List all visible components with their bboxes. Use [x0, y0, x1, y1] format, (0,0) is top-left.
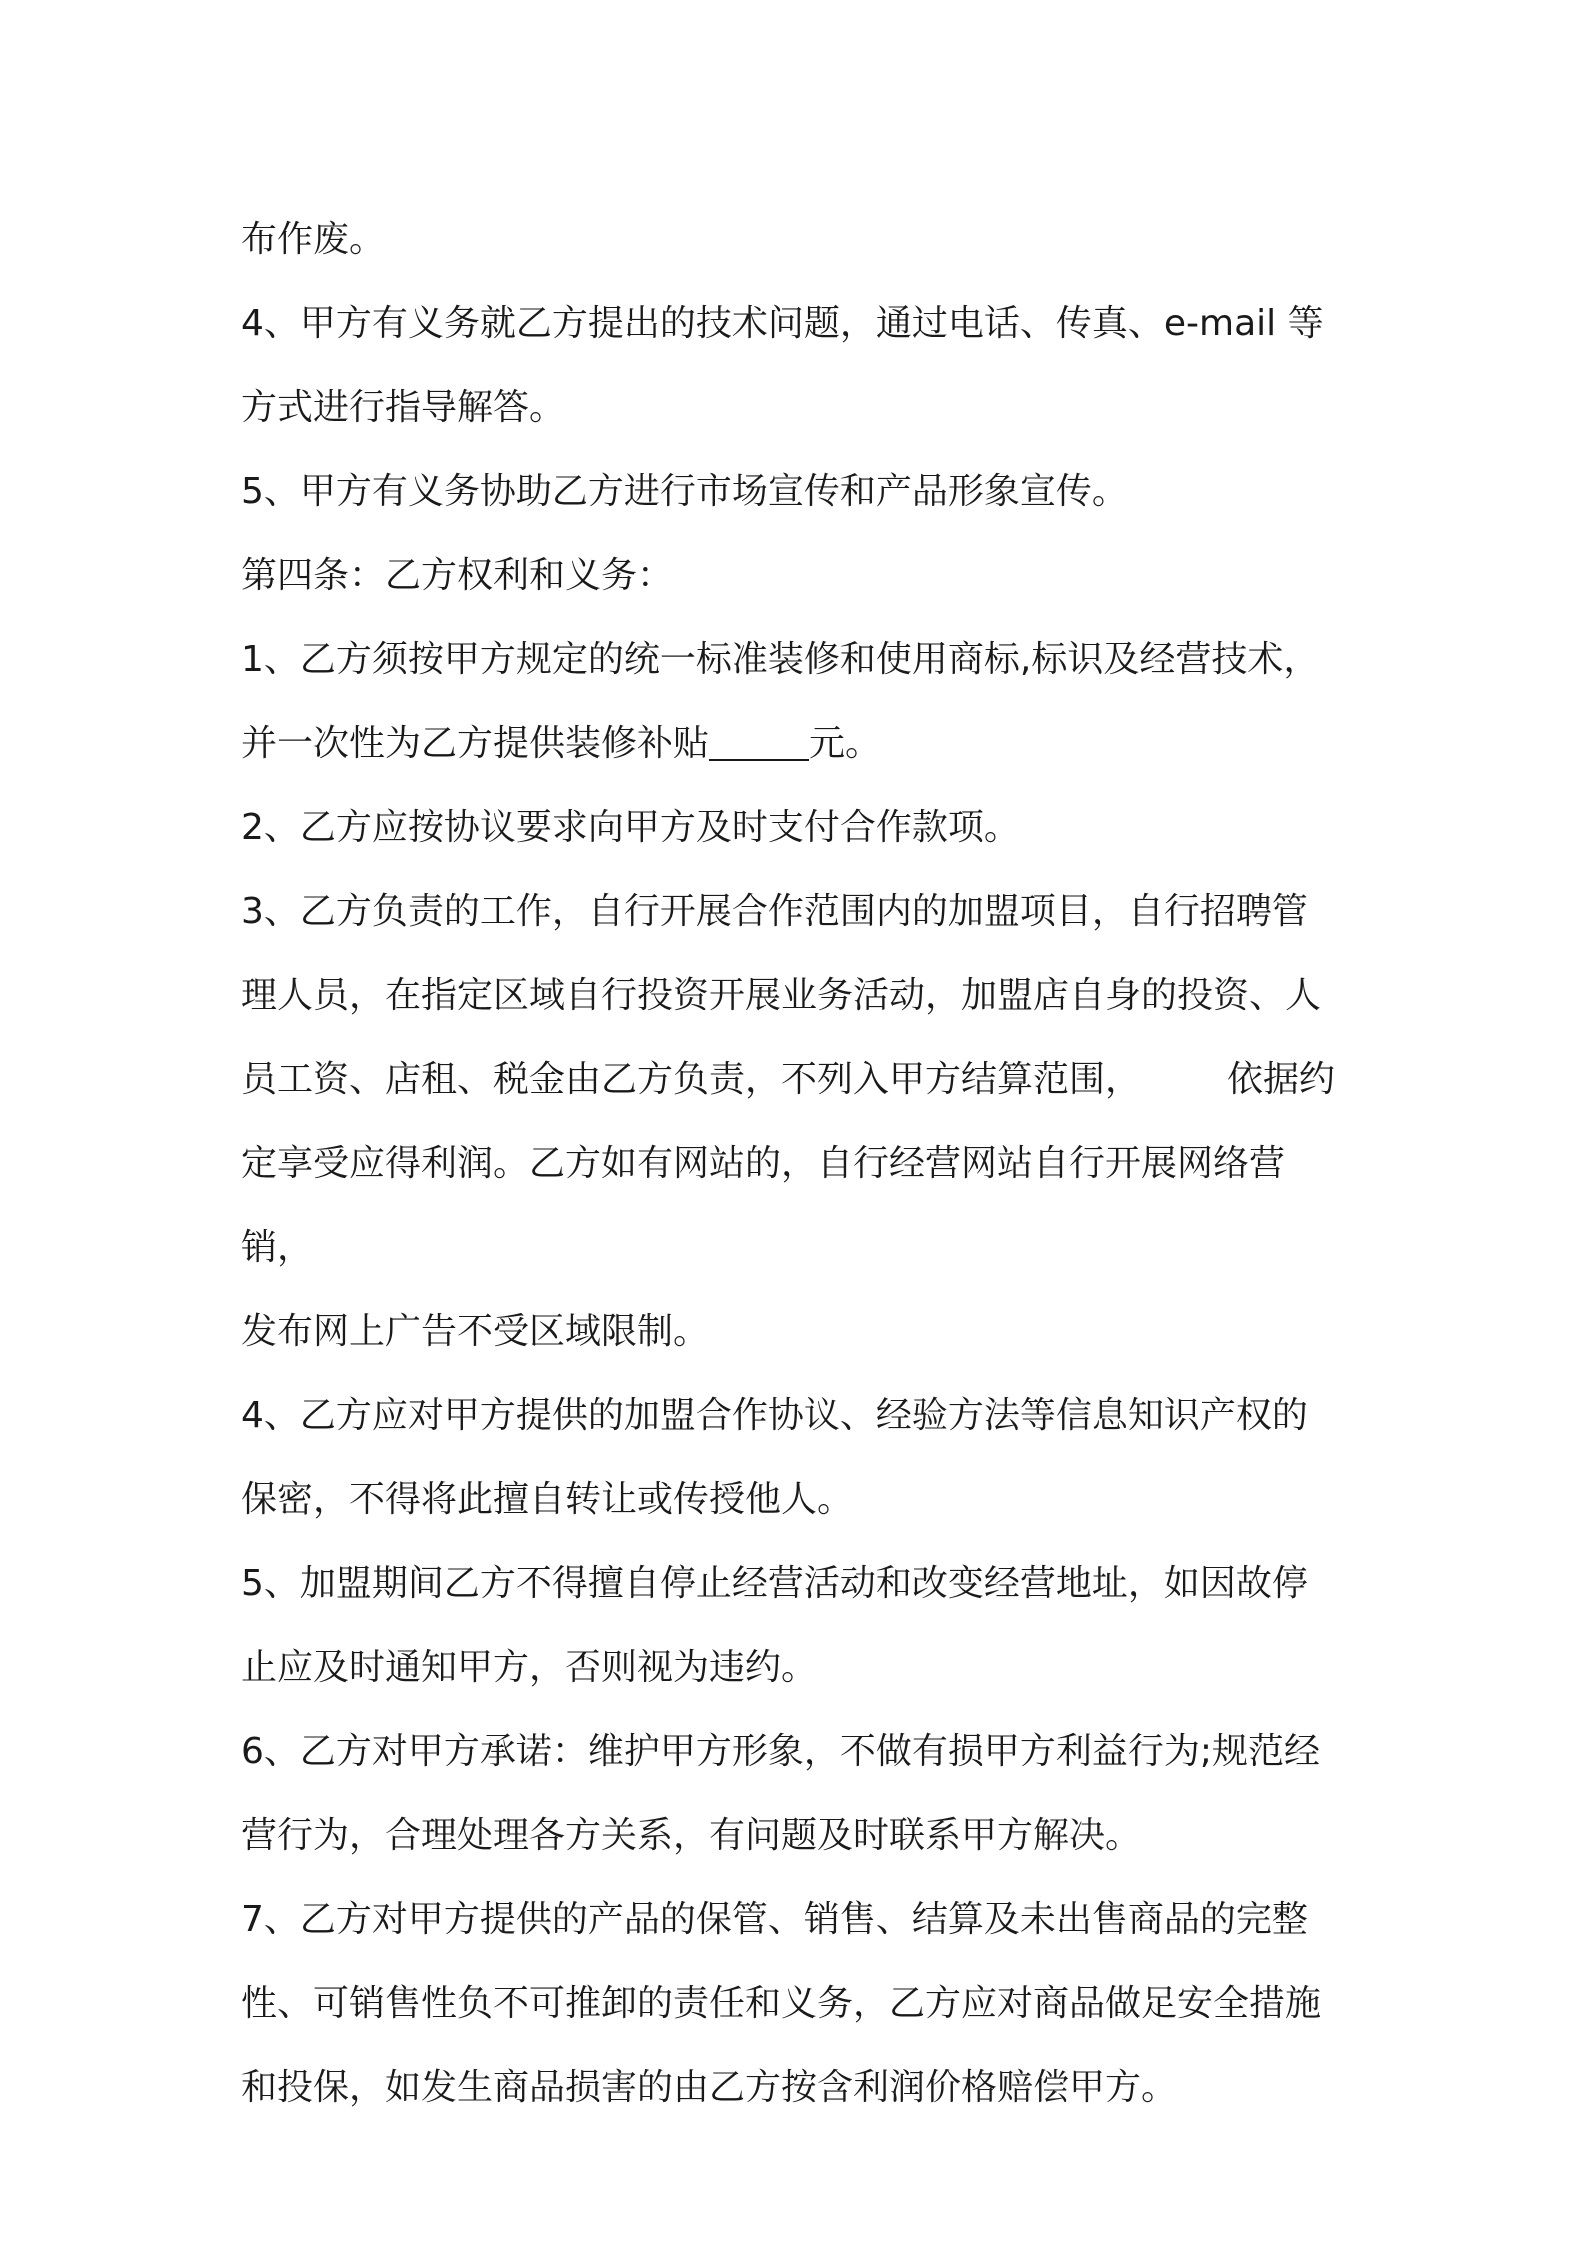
text-line: 5、加盟期间乙方不得擅自停止经营活动和改变经营地址，如因故停 — [241, 1563, 1308, 1604]
text-line: 7、乙方对甲方提供的产品的保管、销售、结算及未出售商品的完整 — [241, 1899, 1308, 1940]
text-line: 方式进行指导解答。 — [241, 387, 566, 428]
payroll-line — [241, 1038, 1356, 1122]
text-line: 和投保，如发生商品损害的由乙方按含利润价格赔偿甲方。 — [241, 2067, 1178, 2108]
text-line: 止应及时通知甲方，否则视为违约。 — [241, 1647, 818, 1688]
text-line: 4、甲方有义务就乙方提出的技术问题，通过电话、传真、e-mail 等 — [241, 303, 1324, 344]
text-line: 性、可销售性负不可推卸的责任和义务，乙方应对商品做足安全措施 — [241, 1983, 1322, 2024]
subsidy-text-after: 元。 — [809, 723, 882, 764]
text-line: 5、甲方有义务协助乙方进行市场宣传和产品形象宣传。 — [241, 471, 1128, 512]
fill-in-blank — [709, 725, 809, 761]
text-line: 保密，不得将此擅自转让或传授他人。 — [241, 1479, 854, 1520]
text-line: 4、乙方应对甲方提供的加盟合作协议、经验方法等信息知识产权的 — [241, 1395, 1308, 1436]
document-body — [241, 198, 1356, 2130]
article-heading: 第四条：乙方权利和义务： — [241, 555, 674, 596]
text-line: 1、乙方须按甲方规定的统一标准装修和使用商标,标识及经营技术， — [241, 639, 1320, 680]
text-line: 定享受应得利润。乙方如有网站的，自行经营网站自行开展网络营销， — [241, 1143, 1286, 1268]
text-line: 营行为，合理处理各方关系，有问题及时联系甲方解决。 — [241, 1815, 1142, 1856]
text-line: 布作废。 — [241, 219, 386, 260]
subsidy-text-before: 并一次性为乙方提供装修补贴 — [241, 723, 710, 764]
text-line: 3、乙方负责的工作，自行开展合作范围内的加盟项目，自行招聘管 — [241, 891, 1308, 932]
payroll-text: 员工资、店租、税金由乙方负责，不列入甲方结算范围， — [241, 1059, 1142, 1100]
subsidy-line — [241, 702, 1356, 786]
text-line: 2、乙方应按协议要求向甲方及时支付合作款项。 — [241, 807, 1020, 848]
text-line: 发布网上广告不受区域限制。 — [241, 1311, 710, 1352]
payroll-text-tail: 依据约 — [1227, 1059, 1336, 1100]
text-line: 理人员，在指定区域自行投资开展业务活动，加盟店自身的投资、人 — [241, 975, 1322, 1016]
text-line: 6、乙方对甲方承诺：维护甲方形象，不做有损甲方利益行为;规范经 — [241, 1731, 1321, 1772]
